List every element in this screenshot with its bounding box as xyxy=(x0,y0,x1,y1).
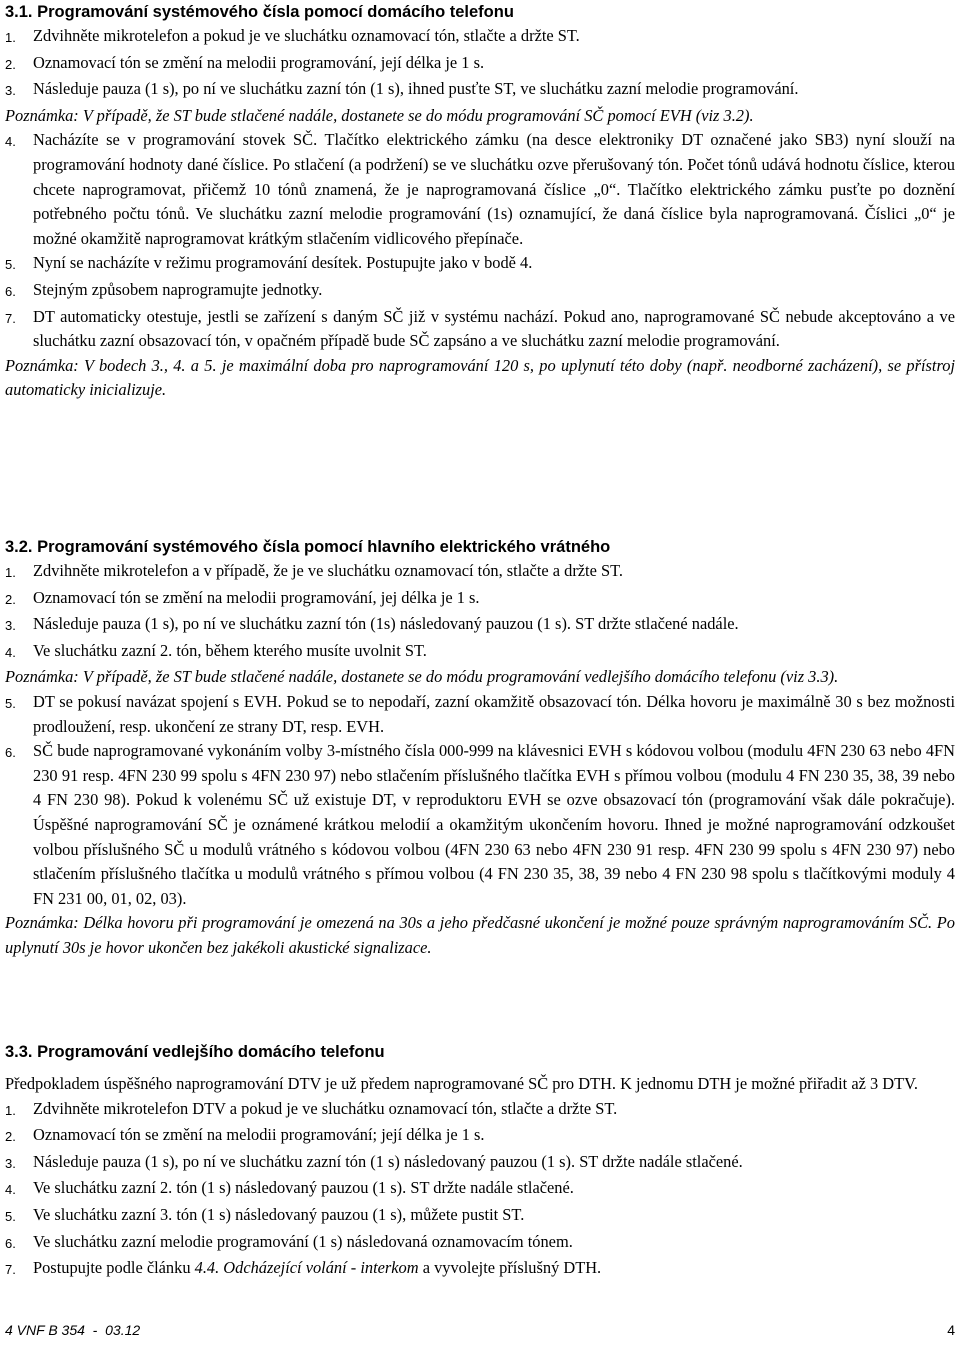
section-3-2 xyxy=(5,535,955,961)
page-footer xyxy=(5,1320,955,1340)
section-title: Programování vedlejšího domácího telefonu xyxy=(37,1043,385,1061)
item-text: Zdvihněte mikrotelefon a v případě, že je ve sluchátku oznamovací tón, stlačte a držte ST. xyxy=(33,561,623,580)
section-heading xyxy=(5,535,955,559)
article-reference: 4.4. Odcházející volání - interkom xyxy=(194,1258,419,1278)
item-text: Ve sluchátku zazní 3. tón (1 s) následovaný pauzou (1 s), můžete pustit ST. xyxy=(33,1204,525,1224)
note: Poznámka: V případě, že ST bude stlačené nadále, dostanete se do módu programování vedlejšího domácího telefonu (viz 3.3). xyxy=(5,667,839,687)
item-text: Zdvihněte mikrotelefon a pokud je ve sluchátku oznamovací tón, stlačte a držte ST. xyxy=(33,26,580,45)
item-text: DT automaticky otestuje, jestli se zařízení s daným SČ již v systému nachází. Pokud ano, naprogramované SČ nebude akceptováno a ve sluchátku zazní obsazovací tón, v opačném případě bude SČ zapsáno a ve sluchátku zazní melodie programování. xyxy=(33,306,955,351)
item-number: 4. xyxy=(5,1182,16,1198)
note-lead: Poznámka: V bodech 3., 4. a 5. xyxy=(5,355,217,375)
list-item xyxy=(5,1150,955,1177)
item-number: 7. xyxy=(5,310,16,326)
list-item xyxy=(5,305,955,354)
item-text: Ve sluchátku zazní 2. tón (1 s) následovaný pauzou (1 s). ST držte nadále stlačené. xyxy=(33,1178,574,1198)
list-item xyxy=(5,586,955,613)
list-item xyxy=(5,639,955,666)
item-text: Následuje pauza (1 s), po ní ve sluchátku zazní tón (1 s) následovaný pauzou (1 s). ST držte nadále stlačené. xyxy=(33,1151,743,1171)
section-number: 3.3. xyxy=(5,1043,33,1061)
list-item xyxy=(5,612,955,639)
item-number: 3. xyxy=(5,83,16,99)
item-number: 1. xyxy=(5,1102,16,1118)
item-text: Oznamovací tón se změní na melodii programování, její délka je 1 s. xyxy=(33,52,485,72)
list-item xyxy=(5,739,955,911)
item-number: 5. xyxy=(5,257,16,273)
note: Poznámka: Délka hovoru při programování je omezená na 30s a jeho předčasné ukončení je možné pouze správným naprogramováním SČ. Po uplynutí 30s je hovor ukončen bez jakékoli akustické signalizace. xyxy=(5,913,955,957)
item-number: 6. xyxy=(5,745,16,761)
item-text: Oznamovací tón se změní na melodii programování; její délka je 1 s. xyxy=(33,1125,485,1145)
section-title: Programování systémového čísla pomocí hlavního elektrického vrátného xyxy=(37,538,611,556)
item-text: Zdvihněte mikrotelefon DTV a pokud je ve sluchátku oznamovací tón, stlačte a držte ST. xyxy=(33,1098,618,1118)
note-body: je maximální doba pro naprogramování 120 s, po uplynutí této doby (např. neodborné zacházení), se přístroj automaticky inicializuje. xyxy=(5,355,956,400)
item-number: 2. xyxy=(5,56,16,72)
list-item xyxy=(5,24,955,51)
item-number: 6. xyxy=(5,1235,16,1251)
list-item xyxy=(5,77,955,104)
list-item xyxy=(5,1256,955,1283)
document-code: 4 VNF B 354 - 03.12 xyxy=(5,1322,141,1338)
section-3-1 xyxy=(5,0,955,403)
list-item xyxy=(5,690,955,739)
section-number: 3.1. xyxy=(5,3,33,21)
item-text: Následuje pauza (1 s), po ní ve sluchátku zazní tón (1 s), ihned pusťte ST, ve sluchátku zazní melodie programování. xyxy=(33,79,799,99)
item-text: Nyní se nacházíte v režimu programování desítek. Postupujte jako v bodě 4. xyxy=(33,253,533,273)
item-number: 5. xyxy=(5,1208,16,1224)
list-item xyxy=(5,278,955,305)
section-title: Programování systémového čísla pomocí domácího telefonu xyxy=(37,3,514,21)
item-text: Stejným způsobem naprogramujte jednotky. xyxy=(33,279,323,299)
list-item xyxy=(5,1176,955,1203)
intro-paragraph: Předpokladem úspěšného naprogramování DTV je už předem naprogramované SČ pro DTH. K jednomu DTH je možné přiřadit až 3 DTV. xyxy=(5,1074,918,1093)
item-text: SČ bude naprogramované vykonáním volby 3-místného čísla 000-999 na klávesnici EVH s kódovou volbou (modulu 4FN 230 63 nebo 4FN 230 91 resp. 4FN 230 99 spolu s 4FN 230 97) nebo stlačením příslušného tlačítka EVH s přímou volbou (modulu 4 FN 230 35, 38, 39 nebo 4 FN 230 98). Pokud k volenému SČ už existuje DT, v reproduktoru EVH se ozve obsazovací tón (programování však dále pokračuje). Úspěšné naprogramování SČ je oznámené krátkou melodií a okamžitým ukončením hovoru. Ihned je možné naprogramování odzkoušet volbou příslušného SČ u modulů vrátného s kódovou volbou (4FN 230 63 nebo 4FN 230 91 resp. 4FN 230 99 spolu s 4FN 230 97) nebo stlačením příslušného tlačítka u modulů vrátného s přímou volbou (4 FN 230 35, 38, 39 nebo 4 FN 230 98 spolu s tlačítkovými moduly 4 FN 231 00, 01, 02, 03). xyxy=(33,741,955,908)
list-item xyxy=(5,51,955,78)
list-item xyxy=(5,251,955,278)
note: Poznámka: V případě, že ST bude stlačené nadále, dostanete se do módu programování SČ pomocí EVH (viz 3.2). xyxy=(5,105,754,125)
item-text: Ve sluchátku zazní melodie programování (1 s) následovaná oznamovacím tónem. xyxy=(33,1231,573,1251)
item-text: DT se pokusí navázat spojení s EVH. Pokud se to nepodaří, zazní okamžitě obsazovací tón. Délka hovoru je maximálně 30 s bez možnosti prodloužení, resp. ukončení ze strany DT, resp. EVH. xyxy=(33,691,955,736)
list-item xyxy=(5,559,955,586)
section-heading xyxy=(5,1040,955,1064)
list-item xyxy=(5,1097,955,1124)
item-number: 4. xyxy=(5,644,16,660)
item-text xyxy=(33,1256,955,1283)
section-heading xyxy=(5,0,955,24)
item-number: 3. xyxy=(5,618,16,634)
item-number: 1. xyxy=(5,565,16,580)
note xyxy=(5,354,955,403)
list-item xyxy=(5,1203,955,1230)
item-number: 1. xyxy=(5,30,16,45)
page-number: 4 xyxy=(947,1322,955,1338)
item-text: Ve sluchátku zazní 2. tón, během kterého musíte uvolnit ST. xyxy=(33,640,427,660)
item-number: 6. xyxy=(5,283,16,299)
section-number: 3.2. xyxy=(5,538,33,556)
item-text-part: Postupujte podle článku xyxy=(33,1258,195,1278)
item-number: 7. xyxy=(5,1262,16,1278)
item-text: Oznamovací tón se změní na melodii programování, jej délka je 1 s. xyxy=(33,587,480,607)
item-number: 2. xyxy=(5,1129,16,1145)
item-number: 5. xyxy=(5,695,16,711)
item-number: 2. xyxy=(5,591,16,607)
section-3-3 xyxy=(5,1040,955,1283)
list-item xyxy=(5,1230,955,1257)
item-number: 4. xyxy=(5,134,16,150)
item-text: Následuje pauza (1 s), po ní ve sluchátku zazní tón (1s) následovaný pauzou (1 s). ST držte stlačené nadále. xyxy=(33,614,739,634)
list-item xyxy=(5,128,955,251)
list-item xyxy=(5,1123,955,1150)
item-number: 3. xyxy=(5,1155,16,1171)
item-text: Nacházíte se v programování stovek SČ. Tlačítko elektrického zámku (na desce elektroniky DT označené jako SB3) nyní slouží na programování hodnoty dané číslice. Po stlačení (a podržení) se ve sluchátku ozve přerušovaný tón. Počet tónů udává hodnotu číslice, kterou chcete naprogramovat, přičemž 10 tónů znamená, že je naprogramovaná číslice „0“. Tlačítko elektrického zámku pusťte po doznění potřebného počtu tónů. Ve sluchátku zazní melodie programování (1s) oznamující, že daná číslice byla naprogramovaná. Číslici „0“ je možné okamžitě naprogramovat krátkým stlačením vidlicového přepínače. xyxy=(33,130,955,248)
item-text-part: a vyvolejte příslušný DTH. xyxy=(418,1258,602,1278)
